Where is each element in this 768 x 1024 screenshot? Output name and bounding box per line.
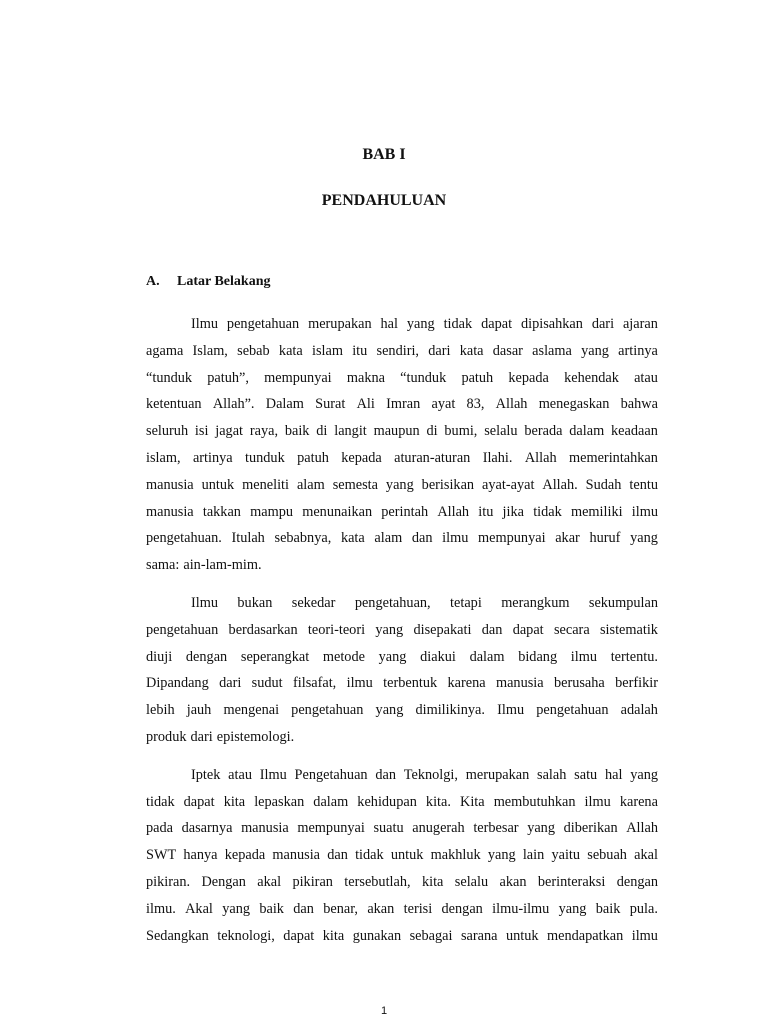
text-line: Dipandang dari sudut filsafat, ilmu terbentuk karena manusia berusaha berfikir <box>146 675 658 692</box>
text-line: Ilmu bukan sekedar pengetahuan, tetapi merangkum sekumpulan <box>191 594 658 611</box>
text-line: Ilmu pengetahuan merupakan hal yang tidak dapat dipisahkan dari ajaran <box>191 316 658 332</box>
text-line: lebih jauh mengenai pengetahuan yang dimilikinya. Ilmu pengetahuan adalah <box>146 702 658 719</box>
text-line: produk dari epistemologi. <box>146 728 295 745</box>
text-line: islam, artinya tunduk patuh kepada aturan-aturan Ilahi. Allah memerintahkan <box>146 449 658 466</box>
section-title: Latar Belakang <box>177 274 271 289</box>
text-line: pengetahuan. Itulah sebabnya, kata alam dan ilmu mempunyai akar huruf yang <box>146 530 658 547</box>
section-letter: A. <box>146 274 160 289</box>
page-number: 1 <box>380 1005 388 1017</box>
text-line: Sedangkan teknologi, dapat kita gunakan sebagai sarana untuk mendapatkan ilmu <box>146 927 658 944</box>
text-line: pikiran. Dengan akal pikiran tersebutlah, kita selalu akan berinteraksi dengan <box>146 873 658 890</box>
text-line: ilmu. Akal yang baik dan benar, akan terisi dengan ilmu-ilmu yang baik pula. <box>146 900 658 917</box>
chapter-title: PENDAHULUAN <box>321 192 447 209</box>
chapter-number: BAB I <box>362 146 406 163</box>
text-line: manusia untuk meneliti alam semesta yang berisikan ayat-ayat Allah. Sudah tentu <box>146 476 658 493</box>
text-line: manusia takkan mampu menunaikan perintah Allah itu jika tidak memiliki ilmu <box>146 503 658 520</box>
paragraph <box>146 311 658 579</box>
text-line: ketentuan Allah”. Dalam Surat Ali Imran ayat 83, Allah menegaskan bahwa <box>146 396 658 413</box>
paragraph <box>146 762 658 950</box>
text-line: Iptek atau Ilmu Pengetahuan dan Teknolgi, merupakan salah satu hal yang <box>191 766 658 783</box>
text-line: “tunduk patuh”, mempunyai makna “tunduk patuh kepada kehendak atau <box>146 369 658 386</box>
section-heading <box>146 274 270 290</box>
text-line: SWT hanya kepada manusia dan tidak untuk makhluk yang lain yaitu sebuah akal <box>146 847 658 864</box>
text-line: pada dasarnya manusia mempunyai suatu anugerah terbesar yang diberikan Allah <box>146 820 658 837</box>
paragraph <box>146 590 658 751</box>
text-line: pengetahuan berdasarkan teori-teori yang disepakati dan dapat secara sistematik <box>146 621 658 638</box>
text-line: tidak dapat kita lepaskan dalam kehidupan kita. Kita membutuhkan ilmu karena <box>146 793 658 810</box>
text-line: diuji dengan seperangkat metode yang diakui dalam bidang ilmu tertentu. <box>146 648 658 665</box>
text-line: sama: ain-lam-mim. <box>146 557 262 574</box>
body-text <box>146 311 658 960</box>
text-line: agama Islam, sebab kata islam itu sendiri, dari kata dasar aslama yang artinya <box>146 342 658 359</box>
text-line: seluruh isi jagat raya, baik di langit maupun di bumi, selalu berada dalam keadaan <box>146 423 658 440</box>
